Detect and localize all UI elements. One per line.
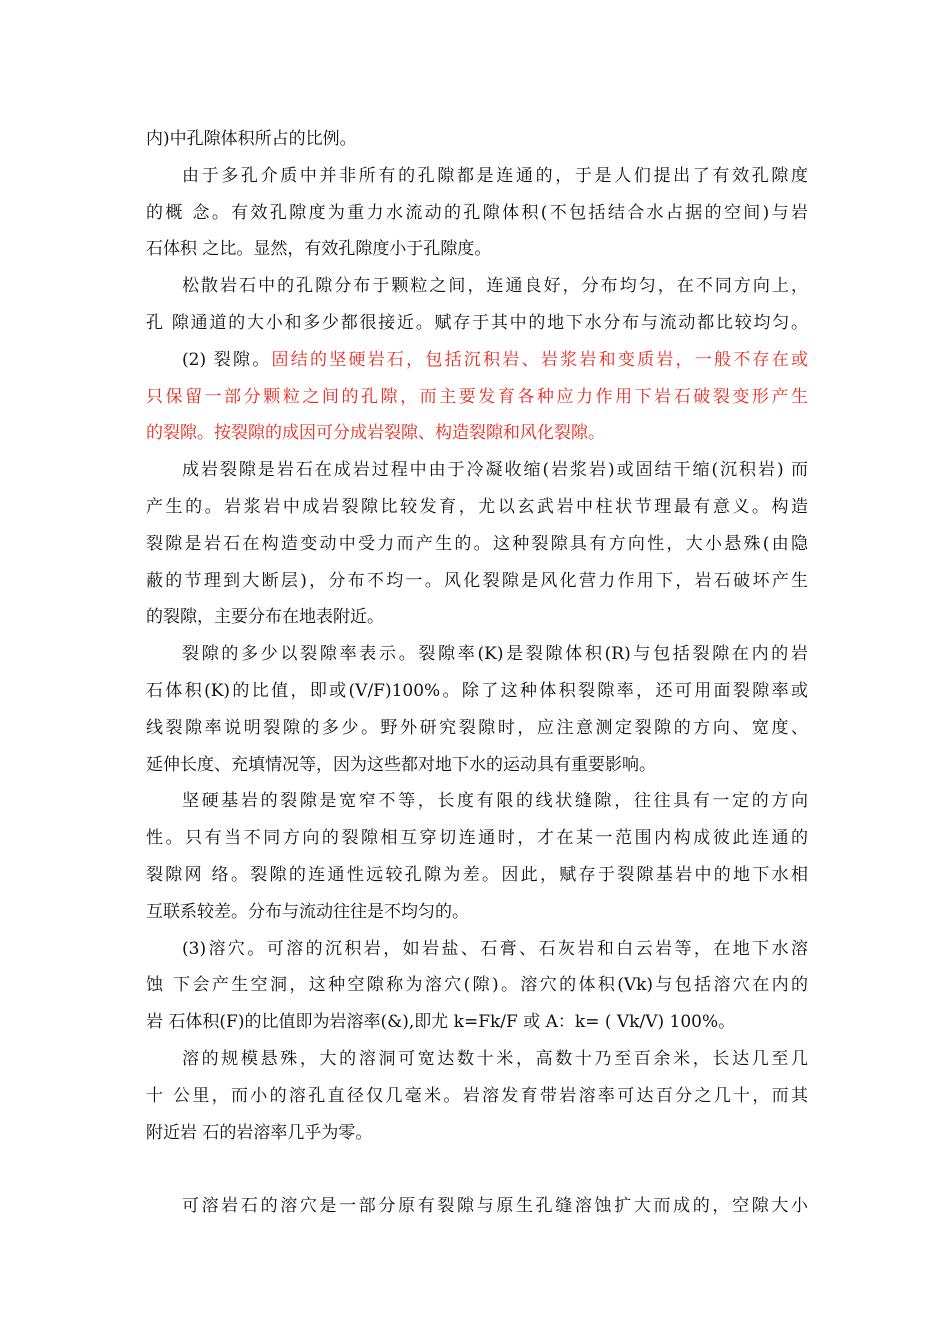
text-line: 由于多孔介质中并非所有的孔隙都是连通的，于是人们提出了有效孔隙度 bbox=[182, 165, 808, 186]
text-line: 岩 石体积(F)的比值即为岩溶率(&),即尤 k=Fk/F 或 A：k= ( Vk/V) 100%。 bbox=[146, 1012, 736, 1033]
text-line: 可溶岩石的溶穴是一部分原有裂隙与原生孔缝溶蚀扩大而成的，空隙大小 bbox=[182, 1196, 808, 1216]
text-line: 互联系较差。分布与流动往往是不均匀的。 bbox=[146, 901, 469, 922]
text-line: 线裂隙率说明裂隙的多少。野外研究裂隙时，应注意测定裂隙的方向、宽度、 bbox=[146, 717, 808, 738]
document-trailing-paragraph bbox=[146, 1188, 808, 1225]
document-body bbox=[146, 121, 808, 1151]
text-line: 蚀 下会产生空洞，这种空隙称为溶穴(隙)。溶穴的体积(Vk)与包括溶穴在内的 bbox=[146, 975, 808, 996]
text-line: 的概 念。有效孔隙度为重力水流动的孔隙体积(不包括结合水占据的空间)与岩 bbox=[146, 202, 808, 223]
text-line: 附近岩 石的岩溶率几乎为零。 bbox=[146, 1122, 373, 1143]
text-line: 石体积(K)的比值，即或(V/F)100%。除了这种体积裂隙率，还可用面裂隙率或 bbox=[146, 680, 808, 701]
text-line: 成岩裂隙是岩石在成岩过程中由于冷凝收缩(岩浆岩)或固结干缩(沉积岩) 而 bbox=[182, 460, 808, 481]
text-line: 裂隙的多少以裂隙率表示。裂隙率(K)是裂隙体积(R)与包括裂隙在内的岩 bbox=[182, 644, 808, 665]
text-line: 蔽的节理到大断层)，分布不均一。风化裂隙是风化营力作用下，岩石破坏产生 bbox=[146, 570, 808, 591]
text-line: 的裂隙。按裂隙的成因可分成岩裂隙、构造裂隙和风化裂隙。 bbox=[146, 423, 605, 444]
text-line: 只保留一部分颗粒之间的孔隙，而主要发育各种应力作用下岩石破裂变形产生 bbox=[146, 386, 808, 407]
text-line: 性。只有当不同方向的裂隙相互穿切连通时，才在某一范围内构成彼此连通的 bbox=[146, 828, 808, 849]
text-line: 裂隙是岩石在构造变动中受力而产生的。这种裂隙具有方向性，大小悬殊(由隐 bbox=[146, 533, 808, 554]
text-line: 十 公里，而小的溶孔直径仅几毫米。岩溶发育带岩溶率可达百分之几十，而其 bbox=[146, 1085, 808, 1106]
text-line bbox=[146, 342, 808, 379]
text-line: 延伸长度、充填情况等，因为这些都对地下水的运动具有重要影响。 bbox=[146, 754, 656, 775]
text-line: (3)溶穴。可溶的沉积岩，如岩盐、石膏、石灰岩和白云岩等，在地下水溶 bbox=[182, 938, 808, 959]
section-heading: (2) 裂隙。 bbox=[182, 349, 272, 370]
text-line: 产生的。岩浆岩中成岩裂隙比较发育，尤以玄武岩中柱状节理最有意义。构造 bbox=[146, 496, 808, 517]
highlighted-text: 固结的坚硬岩石，包括沉积岩、岩浆岩和变质岩，一般不存在或 bbox=[271, 349, 808, 370]
text-line: 石体积 之比。显然，有效孔隙度小于孔隙度。 bbox=[146, 239, 492, 260]
text-line: 内)中孔隙体积所占的比例。 bbox=[146, 129, 357, 149]
text-line: 坚硬基岩的裂隙是宽窄不等，长度有限的线状缝隙，往往具有一定的方向 bbox=[182, 791, 808, 812]
text-line: 孔 隙通道的大小和多少都很接近。赋存于其中的地下水分布与流动都比较均匀。 bbox=[146, 312, 808, 333]
text-line: 松散岩石中的孔隙分布于颗粒之间，连通良好，分布均匀，在不同方向上， bbox=[182, 276, 808, 297]
text-line: 溶的规模悬殊，大的溶洞可宽达数十米，高数十乃至百余米，长达几至几 bbox=[182, 1048, 808, 1069]
text-line: 的裂隙，主要分布在地表附近。 bbox=[146, 607, 384, 628]
text-line: 裂隙网 络。裂隙的连通性远较孔隙为差。因此，赋存于裂隙基岩中的地下水相 bbox=[146, 864, 808, 885]
